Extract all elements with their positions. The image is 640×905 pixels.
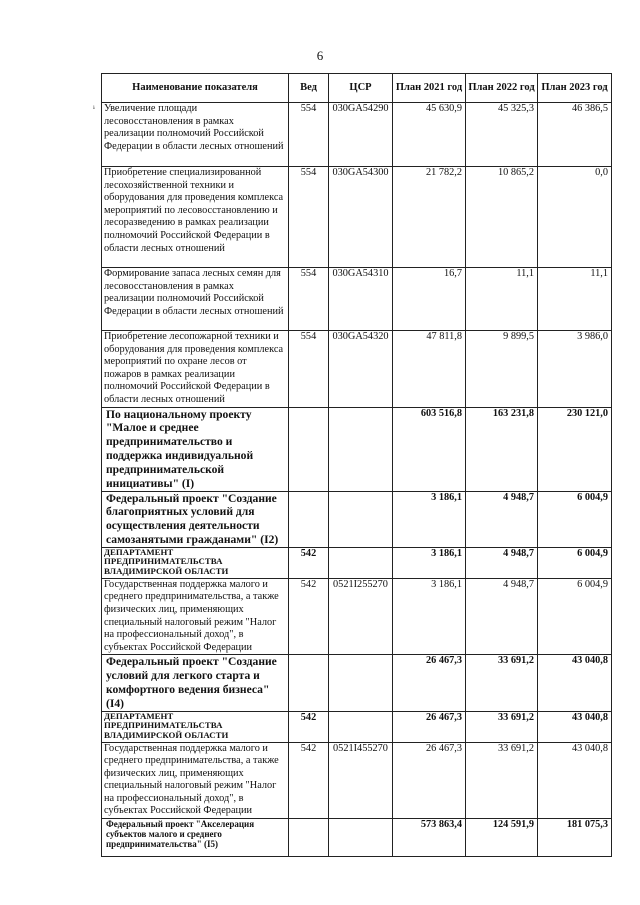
row-name: По национальному проекту "Малое и среднее предпринимательство и поддержка индивидуальной предпринимательской инициативы" (I) xyxy=(102,407,289,491)
row-ved xyxy=(289,819,329,857)
row-ved: 554 xyxy=(289,268,329,331)
row-name: Федеральный проект "Создание благоприятных условий для осуществления деятельности самозанятыми гражданами" (I2) xyxy=(102,491,289,547)
row-name: Государственная поддержка малого и среднего предпринимательства, а также физических лиц, применяющих специальный налоговый режим "Налог на профессиональный доход", в субъектах Российской Федерации xyxy=(102,578,289,655)
row-csr xyxy=(329,655,393,711)
row-plan-2021: 3 186,1 xyxy=(393,547,466,578)
table-row-department xyxy=(102,711,612,742)
page-number: 6 xyxy=(316,48,324,63)
row-plan-2023: 6 004,9 xyxy=(538,578,612,655)
row-name: Федеральный проект "Акселерация субъектов малого и среднего предпринимательства" (I5) xyxy=(102,819,289,857)
row-ved xyxy=(289,491,329,547)
header-name: Наименование показателя xyxy=(102,74,289,103)
row-plan-2021: 26 467,3 xyxy=(393,742,466,819)
header-csr: ЦСР xyxy=(329,74,393,103)
table-row-national-project xyxy=(102,407,612,491)
table-row xyxy=(102,578,612,655)
row-ved: 542 xyxy=(289,578,329,655)
row-name: Увеличение площади лесовосстановления в рамках реализации полномочий Российской Федерации в области лесных отношений xyxy=(102,103,289,167)
row-plan-2022: 33 691,2 xyxy=(466,711,538,742)
row-ved: 554 xyxy=(289,167,329,268)
header-plan-2022: План 2022 год xyxy=(466,74,538,103)
row-plan-2023: 6 004,9 xyxy=(538,547,612,578)
row-ved: 542 xyxy=(289,711,329,742)
row-plan-2021: 47 811,8 xyxy=(393,331,466,408)
budget-table xyxy=(101,73,612,857)
row-csr: 0521I255270 xyxy=(329,578,393,655)
table-row-federal-project xyxy=(102,819,612,857)
row-plan-2022: 9 899,5 xyxy=(466,331,538,408)
row-plan-2023: 46 386,5 xyxy=(538,103,612,167)
row-csr: 030GA54290 xyxy=(329,103,393,167)
row-plan-2022: 4 948,7 xyxy=(466,578,538,655)
row-plan-2021: 26 467,3 xyxy=(393,711,466,742)
row-plan-2021: 573 863,4 xyxy=(393,819,466,857)
table-row-department xyxy=(102,547,612,578)
row-name: Федеральный проект "Создание условий для легкого старта и комфортного ведения бизнеса" (I4) xyxy=(102,655,289,711)
row-plan-2022: 4 948,7 xyxy=(466,547,538,578)
row-plan-2023: 0,0 xyxy=(538,167,612,268)
header-ved: Вед xyxy=(289,74,329,103)
row-plan-2022: 33 691,2 xyxy=(466,742,538,819)
row-name: Приобретение лесопожарной техники и оборудования для проведения комплекса мероприятий по охране лесов от пожаров в рамках реализации полномочий Российской Федерации в области лесных отношений xyxy=(102,331,289,408)
row-plan-2023: 43 040,8 xyxy=(538,711,612,742)
row-plan-2022: 10 865,2 xyxy=(466,167,538,268)
row-csr: 0521I455270 xyxy=(329,742,393,819)
table-row xyxy=(102,268,612,331)
row-plan-2022: 4 948,7 xyxy=(466,491,538,547)
margin-mark: ⁱ xyxy=(93,104,95,114)
row-plan-2023: 6 004,9 xyxy=(538,491,612,547)
header-plan-2021: План 2021 год xyxy=(393,74,466,103)
row-ved: 554 xyxy=(289,331,329,408)
row-ved: 542 xyxy=(289,742,329,819)
table-row xyxy=(102,103,612,167)
row-plan-2023: 181 075,3 xyxy=(538,819,612,857)
row-csr: 030GA54310 xyxy=(329,268,393,331)
row-csr xyxy=(329,819,393,857)
row-plan-2023: 43 040,8 xyxy=(538,655,612,711)
row-ved: 554 xyxy=(289,103,329,167)
table-row-federal-project xyxy=(102,655,612,711)
row-plan-2023: 230 121,0 xyxy=(538,407,612,491)
row-plan-2021: 45 630,9 xyxy=(393,103,466,167)
row-plan-2023: 3 986,0 xyxy=(538,331,612,408)
row-csr xyxy=(329,547,393,578)
table-row xyxy=(102,331,612,408)
row-plan-2022: 163 231,8 xyxy=(466,407,538,491)
row-csr xyxy=(329,711,393,742)
row-plan-2022: 11,1 xyxy=(466,268,538,331)
row-plan-2021: 3 186,1 xyxy=(393,491,466,547)
header-plan-2023: План 2023 год xyxy=(538,74,612,103)
row-plan-2023: 11,1 xyxy=(538,268,612,331)
table-row xyxy=(102,167,612,268)
row-plan-2021: 16,7 xyxy=(393,268,466,331)
row-plan-2022: 33 691,2 xyxy=(466,655,538,711)
row-name: Формирование запаса лесных семян для лесовосстановления в рамках реализации полномочий Российской Федерации в области лесных отношений xyxy=(102,268,289,331)
row-name: Государственная поддержка малого и среднего предпринимательства, а также физических лиц, применяющих специальный налоговый режим "Налог на профессиональный доход", в субъектах Российской Федерации xyxy=(102,742,289,819)
row-plan-2022: 124 591,9 xyxy=(466,819,538,857)
row-csr xyxy=(329,407,393,491)
row-csr xyxy=(329,491,393,547)
row-plan-2021: 26 467,3 xyxy=(393,655,466,711)
row-csr: 030GA54320 xyxy=(329,331,393,408)
table-header-row xyxy=(102,74,612,103)
row-name: ДЕПАРТАМЕНТ ПРЕДПРИНИМАТЕЛЬСТВА ВЛАДИМИРСКОЙ ОБЛАСТИ xyxy=(102,711,289,742)
table-row-federal-project xyxy=(102,491,612,547)
row-plan-2021: 603 516,8 xyxy=(393,407,466,491)
row-name: ДЕПАРТАМЕНТ ПРЕДПРИНИМАТЕЛЬСТВА ВЛАДИМИРСКОЙ ОБЛАСТИ xyxy=(102,547,289,578)
row-plan-2022: 45 325,3 xyxy=(466,103,538,167)
row-name: Приобретение специализированной лесохозяйственной техники и оборудования для проведения комплекса мероприятий по лесовосстановлению и лесоразведению в рамках реализации полномочий Российской Федерации в области лесных отношений xyxy=(102,167,289,268)
row-ved xyxy=(289,655,329,711)
row-ved: 542 xyxy=(289,547,329,578)
row-plan-2021: 21 782,2 xyxy=(393,167,466,268)
table-row xyxy=(102,742,612,819)
row-ved xyxy=(289,407,329,491)
row-plan-2023: 43 040,8 xyxy=(538,742,612,819)
row-plan-2021: 3 186,1 xyxy=(393,578,466,655)
row-csr: 030GA54300 xyxy=(329,167,393,268)
